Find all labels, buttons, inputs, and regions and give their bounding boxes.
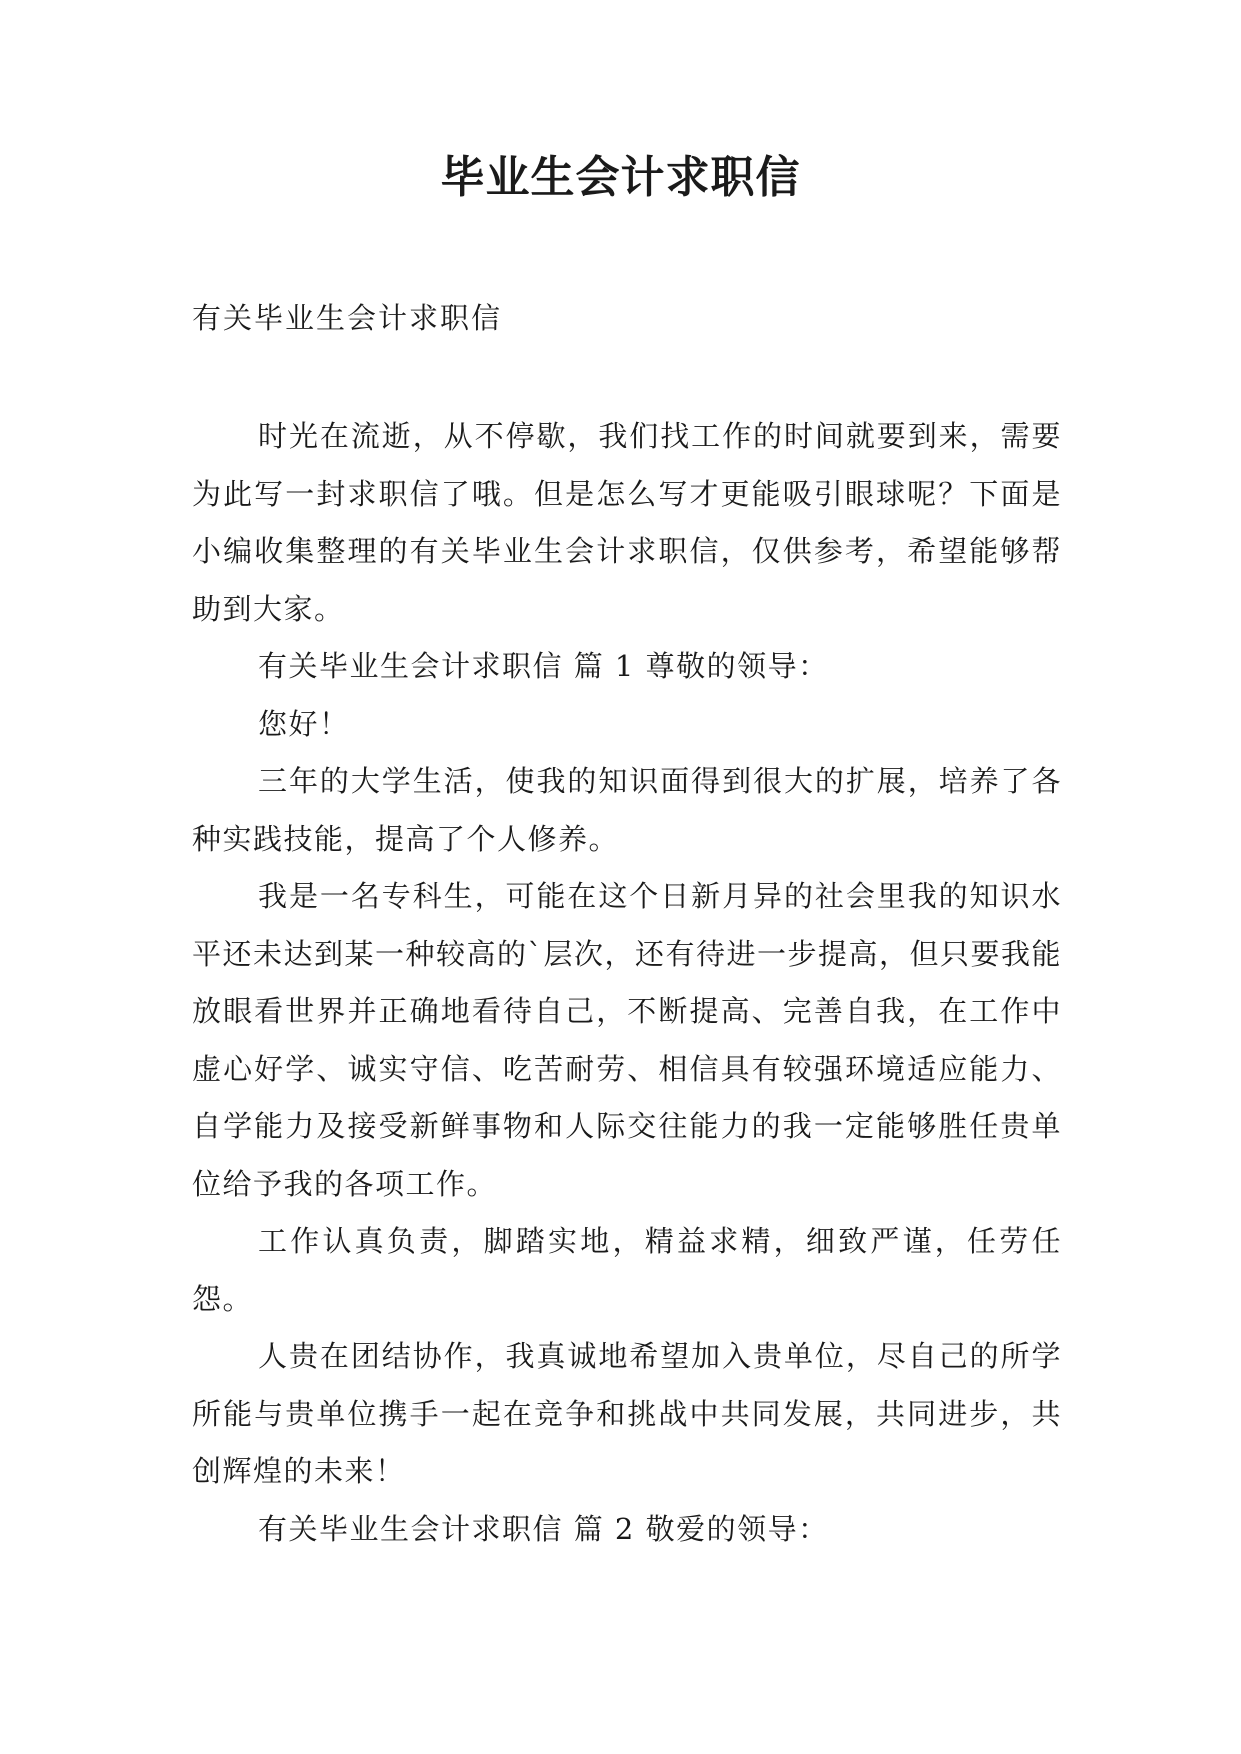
paragraph-self-introduction: 我是一名专科生，可能在这个日新月异的社会里我的知识水平还未达到某一种较高的`层次，还有待进一步提高，但只要我能放眼看世界并正确地看待自己，不断提高、完善自我，在工作中虚心好学、诚实守信、吃苦耐劳、相信具有较强环境适应能力、自学能力及接受新鲜事物和人际交往能力的我一定能够胜任贵单位给予我的各项工作。 (192, 879, 1063, 1201)
paragraph-intro: 时光在流逝，从不停歇，我们找工作的时间就要到来，需要为此写一封求职信了哦。但是怎么写才更能吸引眼球呢？下面是小编收集整理的有关毕业生会计求职信，仅供参考，希望能够帮助到大家。 (192, 419, 1062, 626)
paragraph-letter-1-heading: 有关毕业生会计求职信 篇 1 尊敬的领导： (258, 649, 829, 683)
document-body (192, 408, 1062, 1558)
paragraph-greeting: 您好！ (258, 706, 350, 741)
paragraph-work-attitude: 工作认真负责，脚踏实地，精益求精，细致严谨，任劳任怨。 (192, 1224, 1062, 1316)
paragraph-letter-2-heading: 有关毕业生会计求职信 篇 2 敬爱的领导： (258, 1511, 829, 1546)
paragraph-university-life: 三年的大学生活，使我的知识面得到很大的扩展，培养了各种实践技能，提高了个人修养。 (192, 764, 1062, 856)
document-title: 毕业生会计求职信 (440, 152, 801, 203)
document-subtitle: 有关毕业生会计求职信 (192, 301, 503, 335)
paragraph-teamwork: 人贵在团结协作，我真诚地希望加入贵单位，尽自己的所学所能与贵单位携手一起在竞争和挑战中共同发展，共同进步，共创辉煌的未来！ (192, 1339, 1062, 1488)
